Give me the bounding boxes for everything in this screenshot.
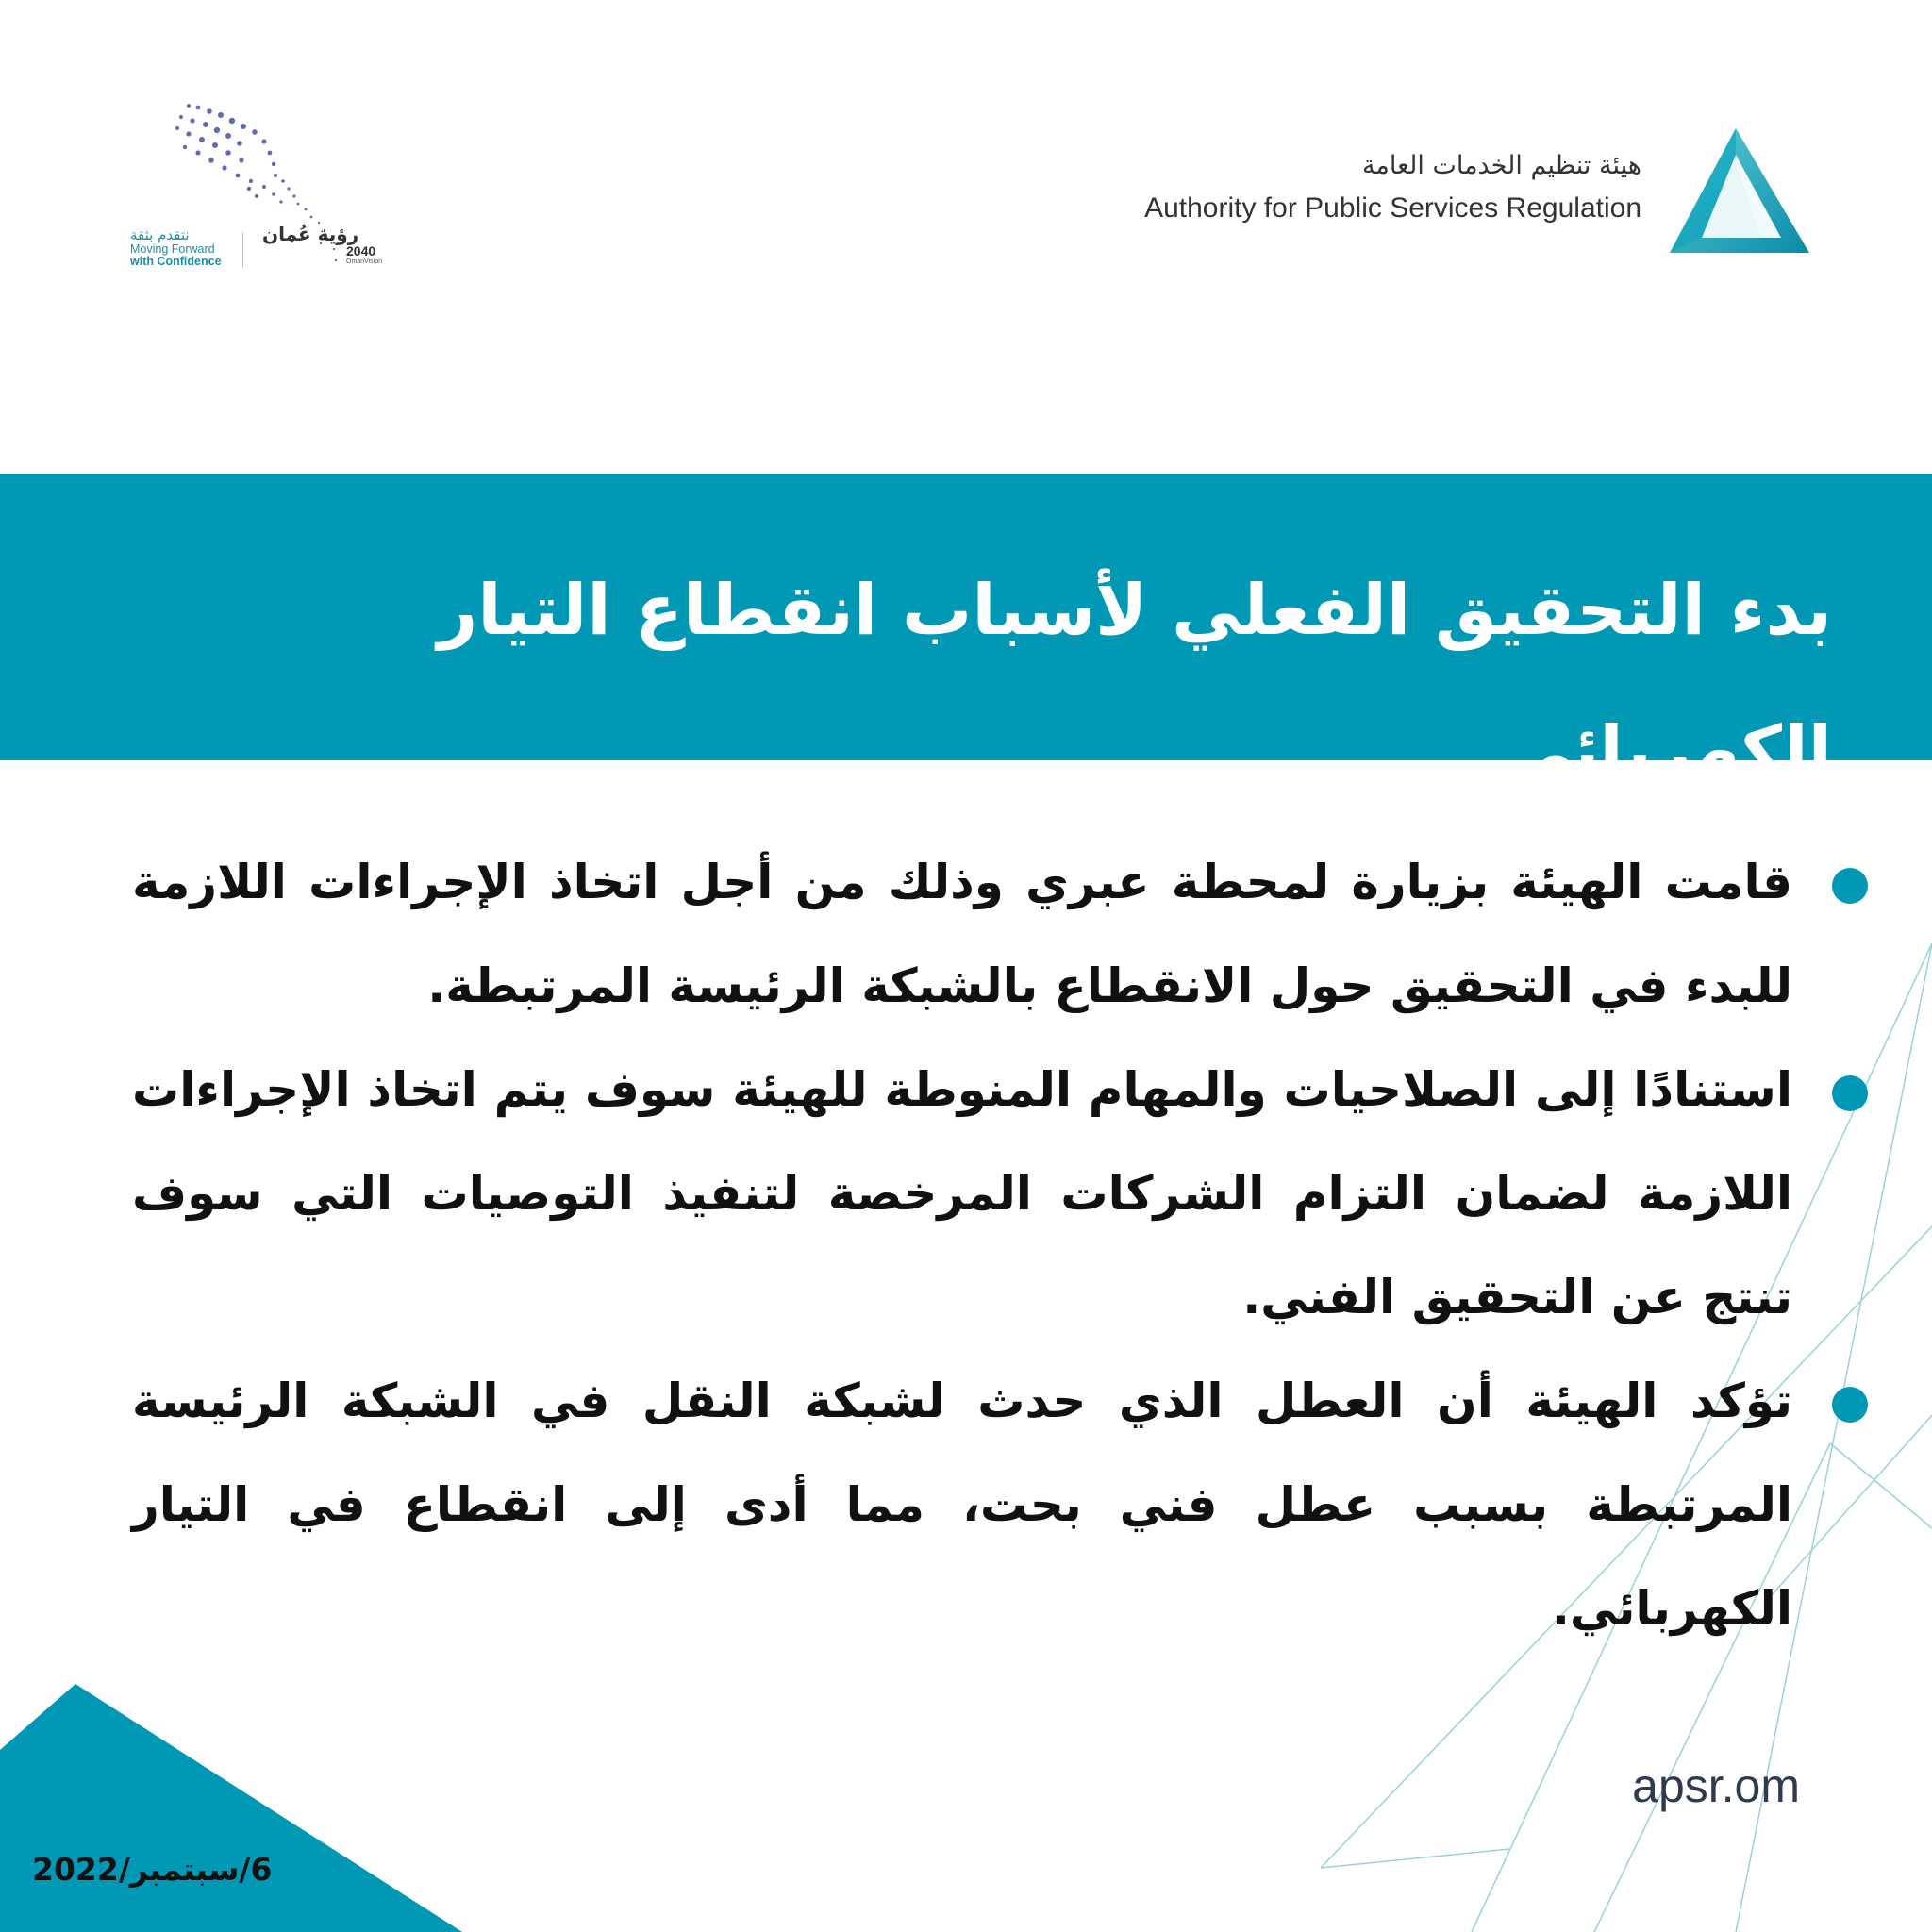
bullet-item [132,1349,1868,1660]
vision-small-label: OmanVision [346,258,383,265]
vision-english-tagline [130,243,253,268]
vision-divider [242,232,243,268]
website-url: apsr.om [1632,1759,1800,1812]
bullet-dot-icon [1832,1075,1868,1111]
authority-triangle-icon [1670,126,1811,255]
bullet-item [132,1038,1868,1349]
bullet-text: قامت الهيئة بزيارة لمحطة عبري وذلك من أجل اتخاذ الإجراءات اللازمة للبدء في التحقيق حول الانقطاع بالشبكة الرئيسة المرتبطة. [132,855,1792,1013]
bullet-item [132,830,1868,1038]
bullet-dot-icon [1832,868,1868,904]
vision-tagline-line-1: Moving Forward [130,242,215,256]
vision-name-arabic: رؤية عُمان [262,223,359,245]
post-date: 6/سبتمبر/2022 [32,1851,273,1888]
bullet-dot-icon [1832,1387,1868,1423]
vision-arabic-tagline: نتقدم بثقة [130,226,190,243]
authority-name-english: Authority for Public Services Regulation [1144,192,1641,224]
vision-year: 2040 [346,243,376,258]
bullet-list [132,830,1868,1660]
vision-tagline-line-2: with Confidence [130,255,222,268]
oman-vision-logo [123,94,434,283]
title-banner [0,474,1932,792]
bullet-text: استنادًا إلى الصلاحيات والمهام المنوطة للهيئة سوف يتم اتخاذ الإجراءات اللازمة لضمان التزام الشركات المرخصة لتنفيذ التوصيات التي سوف تنتج عن التحقيق الفني. [132,1062,1792,1324]
authority-logo [1094,123,1811,264]
authority-name-arabic: هيئة تنظيم الخدمات العامة [1361,151,1641,180]
page-title: بدء التحقيق الفعلي لأسباب انقطاع التيار الكهربائي [437,570,1832,792]
bullet-text: تؤكد الهيئة أن العطل الذي حدث لشبكة النقل في الشبكة الرئيسة المرتبطة بسبب عطل فني بحت، مما أدى إلى انقطاع في التيار الكهربائي. [132,1374,1792,1636]
